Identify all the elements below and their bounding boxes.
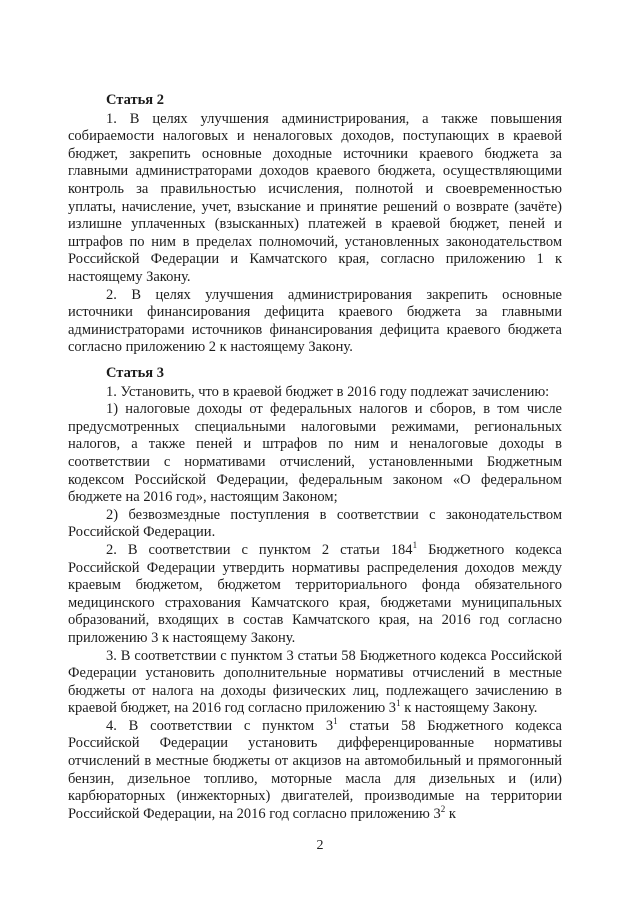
article-3-paragraph-3: 2) безвозмездные поступления в соответствии с законодательством Российской Федерации. <box>68 506 562 541</box>
paragraph-5-text-a: 3. В соответствии с пунктом 3 статьи 58 Бюджетного кодекса Российской Федерации установить дополнительные нормативы отчислений в местные бюджеты от налога на доходы физических лиц, подлежащего зачислению в краевой бюджет, на 2016 год согласно приложению 3 <box>68 647 562 717</box>
article-2-paragraph-1: 1. В целях улучшения администрирования, а также повышения собираемости налоговых и неналоговых доходов, поступающих в краевой бюджет, закрепить основные доходные источники краевого бюджета за главными администраторами доходов краевого бюджета, осуществляющими контроль за правильностью исчисления, полнотой и своевременностью уплаты, начисление, учет, взыскание и принятие решений о возврате (зачёте) излишне уплаченных (взысканных) платежей в краевой бюджет, пеней и штрафов по ним в пределах полномочий, установленных законодательством Российской Федерации и Камчатского края, согласно приложению 1 к настоящему Закону. <box>68 110 562 285</box>
article-2 <box>68 92 562 357</box>
article-3 <box>68 365 562 823</box>
paragraph-6-text-b: статьи 58 Бюджетного кодекса Российской Федерации установить дифференцированные нормативы отчислений в местные бюджеты от акцизов на автомобильный и прямогонный бензин, дизельное топливо, моторные масла для дизельных и (или) карбюраторных (инжекторных) двигателей, производимые на территории Российской Федерации, на 2016 год согласно приложению 3 <box>68 717 562 822</box>
paragraph-4-text-b: Бюджетного кодекса Российской Федерации утвердить нормативы распределения доходов между краевым бюджетом, бюджетом территориального фонда обязательного медицинского страхования Камчатского края, бюджетами муниципальных образований, входящих в состав Камчатского края, на 2016 год согласно приложению 3 к настоящему Закону. <box>68 541 562 646</box>
paragraph-5-text-b: к настоящему Закону. <box>400 700 538 717</box>
page-number: 2 <box>316 838 324 853</box>
article-3-heading: Статья 3 <box>106 365 164 381</box>
paragraph-6-superscript-2: 2 <box>440 804 446 815</box>
article-3-paragraph-2: 1) налоговые доходы от федеральных налогов и сборов, в том числе предусмотренных специальными налоговыми режимами, региональных налогов, а также пеней и штрафов по ним и неналоговые доходы в соответствии с нормативами отчислений, установленными Бюджетным кодексом Российской Федерации, федеральным законом «О федеральном бюджете на 2016 год», настоящим Законом; <box>68 401 562 506</box>
paragraph-6-text-a: 4. В соответствии с пунктом 3 <box>106 717 334 734</box>
paragraph-4-superscript: 1 <box>412 540 418 551</box>
article-3-paragraph-6 <box>68 718 562 824</box>
article-3-paragraph-4 <box>68 542 562 648</box>
article-3-paragraph-1: 1. Установить, что в краевой бюджет в 2016 году подлежат зачислению: <box>106 383 550 400</box>
article-2-heading: Статья 2 <box>106 92 164 108</box>
paragraph-6-superscript-1: 1 <box>333 716 338 727</box>
paragraph-5-superscript: 1 <box>396 698 401 709</box>
article-2-paragraph-2: 2. В целях улучшения администрирования закрепить основные источники финансирования дефицита краевого бюджета за главными администраторами источников финансирования дефицита краевого бюджета согласно приложению 2 к настоящему Закону. <box>68 286 562 356</box>
paragraph-4-text-a: 2. В соответствии с пунктом 2 статьи 184 <box>106 541 413 558</box>
paragraph-6-text-c: к <box>445 805 456 822</box>
article-3-paragraph-5 <box>68 648 562 718</box>
